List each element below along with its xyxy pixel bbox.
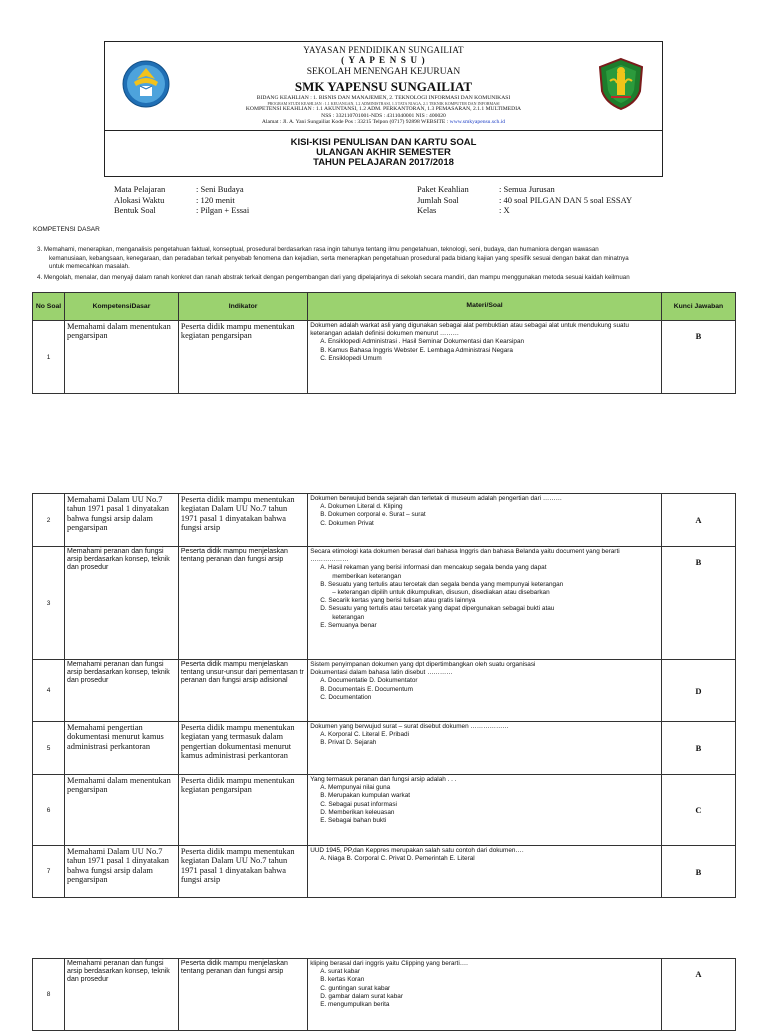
option: E. Semuanya benar	[320, 621, 377, 629]
option: A. surat kabar	[320, 968, 360, 976]
meta-label: Paket Keahlian	[417, 184, 469, 194]
option: C. guntingan surat kabar	[320, 984, 391, 992]
option: B. Kamus Bahasa Inggris Webster E. Lembaga Administrasi Negara	[320, 346, 513, 354]
kisi-table-2	[32, 493, 736, 898]
row-materi	[308, 722, 662, 775]
meta-label: Alokasi Waktu	[114, 194, 165, 205]
option: B. Privat D. Sejarah	[320, 739, 377, 747]
meta-row	[114, 184, 249, 195]
kompetensi-item-4: 4. Mengolah, menalar, dan menyaji dalam ranah konkret dan ranah abstrak terkait dengan pengembangan dari yang dipelajarinya di sekolah secara mandiri, dan mampu menggunakan metoda sesuai kaidah keilmuan	[37, 274, 630, 281]
row-materi	[308, 660, 662, 722]
foundation-name: YAYASAN PENDIDIKAN SUNGAILIAT	[303, 45, 464, 55]
option: D. gambar dalam surat kabar	[320, 992, 403, 1000]
row-no: 4	[33, 660, 65, 722]
header-indikator: Indikator	[178, 293, 307, 321]
option: B. Dokumen corporal e. Surat – surat	[320, 511, 426, 519]
row-no: 5	[33, 722, 65, 775]
table-row	[33, 547, 736, 660]
question-text: UUD 1945, PP,dan Keppres merupakan salah satu contoh dari dokumen….	[310, 847, 524, 854]
option: keterangan	[332, 613, 365, 621]
school-type: SEKOLAH MENENGAH KEJURUAN	[306, 67, 461, 77]
row-materi	[308, 321, 662, 394]
option: A. Dokumen Literal d. Kliping	[320, 503, 403, 511]
meta-label: Bentuk Soal	[114, 205, 156, 215]
table-header-row	[33, 293, 736, 321]
row-no: 3	[33, 547, 65, 660]
option: C. Sebagai pusat informasi	[320, 800, 397, 808]
kompetensi-line: 3. Memahami, menerapkan, menganalisis pengetahuan faktual, konseptual, prosedural berdasarkan rasa ingin tahunya tentang ilmu pengetahuan, teknologi, seni, budaya, dan humaniora dengan wawasan	[37, 246, 599, 253]
row-indikator: Peserta didik mampu menentukan kegiatan pengarsipan	[178, 321, 307, 394]
meta-row	[114, 205, 249, 216]
competencies-line: KOMPETENSI KEAHLIAN : 1.1 AKUNTANSI, 1.2 ADM. PERKANTORAN, 1.3 PEMASARAN, 2.1.1 MULTIMEDIA	[245, 106, 522, 113]
meta-row	[417, 195, 632, 206]
nss-line: NSS : 332110701001-NDS : 4311040001 NIS : 400020	[321, 112, 446, 119]
doc-title-3: TAHUN PELAJARAN 2017/2018	[313, 157, 454, 168]
meta-value: : 120 menit	[196, 194, 235, 205]
option: A. Mempunyai nilai guna	[320, 784, 391, 792]
row-indikator: Peserta didik mampu menentukan kegiatan Dalam UU No.7 tahun 1971 pasal 1 dinyatakan bahwa fungsi arsip	[178, 494, 307, 547]
address-line	[105, 120, 662, 126]
row-indikator: Peserta didik mampu menjelaskan tentang peranan dan fungsi arsip	[178, 547, 307, 660]
row-indikator: Peserta didik mampu menjelaskan tentang unsur-unsur dari pementasan tr peranan dan fungsi arsip adisional	[178, 660, 307, 722]
meta-value: : Seni Budaya	[196, 184, 244, 194]
row-kunci: B	[661, 846, 735, 898]
row-no: 8	[33, 959, 65, 1031]
kisi-table-3	[32, 958, 736, 1031]
header-materi: Materi/Soal	[308, 293, 662, 321]
table-row	[33, 722, 736, 775]
row-indikator: Peserta didik mampu menentukan kegiatan Dalam UU No.7 tahun 1971 pasal 1 dinyatakan bahwa fungsi arsip	[178, 846, 307, 898]
kompetensi-item-3	[37, 246, 757, 272]
row-kd: Memahami dalam menentukan pengarsipan	[65, 775, 179, 846]
fields-line: BIDANG KEAHLIAN : 1. BISNIS DAN MANAJEMEN, 2. TEKNOLOGI INFORMASI DAN KOMUNIKASI	[256, 94, 511, 101]
meta-value: : 40 soal PILGAN DAN 5 soal ESSAY	[499, 194, 633, 205]
meta-row	[417, 184, 632, 195]
tut-wuri-handayani-logo	[122, 60, 170, 108]
option: E. Sebagai bahan bukti	[320, 817, 387, 825]
kompetensi-line: kemanusiaan, kebangsaan, kenegaraan, dan peradaban terkait penyebab fenomena dan kejadian, serta menerapkan pengetahuan prosedural pada bidang kajian yang spesifik sesuai dengan bakat dan minatnya	[49, 254, 629, 262]
question-text: Dokumen berwujud benda sejarah dan terletak di museum adalah pengertian dari ………	[310, 495, 563, 502]
letterhead-box	[104, 41, 663, 177]
meta-right	[417, 184, 632, 216]
kompetensi-line: untuk memecahkan masalah.	[49, 263, 130, 271]
foundation-acronym: ( Y A P E N S U )	[341, 55, 426, 65]
option: E. mengumpulkan berita	[320, 1001, 390, 1009]
option: – keterangan dipilih untuk dikumpulkan, disusun, disediakan atau disebarkan	[332, 589, 550, 597]
row-materi	[308, 846, 662, 898]
letterhead-divider	[105, 130, 662, 131]
meta-value: : Semua Jurusan	[499, 184, 555, 194]
row-kd: Memahami peranan dan fungsi arsip berdasarkan konsep, teknik dan prosedur	[65, 660, 179, 722]
option: B. kertas Koran	[320, 976, 365, 984]
option: D. Memberikan keleuasan	[320, 808, 395, 816]
row-materi	[308, 494, 662, 547]
option: A. Korporal C. Literal E. Pribadi	[320, 731, 410, 739]
row-kunci: A	[661, 959, 735, 1031]
school-crest-logo	[596, 57, 646, 111]
address-text: Alamat : Jl. A. Yani Sungailiat Kode Pos : 33215 Telpon (0717) 92898 WEBSITE :	[261, 119, 450, 126]
row-kd: Memahami peranan dan fungsi arsip berdasarkan konsep, teknik dan prosedur	[65, 547, 179, 660]
question-text: Sistem penyimpanan dokumen yang dpt dipertimbangkan oleh suatu organisasi	[310, 661, 536, 668]
row-no: 7	[33, 846, 65, 898]
row-materi	[308, 775, 662, 846]
row-kunci: B	[661, 547, 735, 660]
row-no: 1	[33, 321, 65, 394]
doc-title-1: KISI-KISI PENULISAN DAN KARTU SOAL	[290, 137, 477, 148]
row-no: 6	[33, 775, 65, 846]
row-kd: Memahami Dalam UU No.7 tahun 1971 pasal 1 dinyatakan bahwa fungsi arsip dalam pengarsipan	[65, 846, 179, 898]
option: C. Ensiklopedi Umum	[320, 354, 382, 362]
meta-left	[114, 184, 249, 216]
row-kd: Memahami Dalam UU No.7 tahun 1971 pasal 1 dinyatakan bahwa fungsi arsip dalam pengarsipan	[65, 494, 179, 547]
header-kunci: Kunci Jawaban	[661, 293, 735, 321]
option: B. Merupakan kumpulan warkat	[320, 792, 411, 800]
doc-title-2: ULANGAN AKHIR SEMESTER	[316, 147, 451, 158]
meta-label: Jumlah Soal	[417, 194, 459, 205]
header-no: No Soal	[33, 293, 65, 321]
kisi-table-1	[32, 292, 736, 394]
meta-label: Kelas	[417, 205, 437, 215]
row-kunci: A	[661, 494, 735, 547]
row-kd: Memahami peranan dan fungsi arsip berdasarkan konsep, teknik dan prosedur	[65, 959, 179, 1031]
school-name: SMK YAPENSU SUNGAILIAT	[294, 78, 473, 94]
option: A. Niaga B. Corporal C. Privat D. Pemerintah E. Literal	[320, 855, 475, 863]
meta-row	[417, 205, 632, 216]
table-row	[33, 321, 736, 394]
programs-line: PROGRAM STUDI KEAHLIAN : 1.1 KEUANGAN, 1.2 ADMINISTRASI, 1.3 TATA NIAGA, 2.1 TEKNIK KOMPUTER DAN INFORMASI	[267, 101, 500, 107]
question-text: Dokumen adalah warkat asli yang digunakan sebagai alat pembuktian atau sebagai alat untuk mendukung suatu keterangan adalah definisi dokumen menurut ………	[310, 322, 629, 338]
row-materi	[308, 959, 662, 1031]
option: C. Secarik kertas yang berisi tulisan atau gratis lainnya	[320, 597, 476, 605]
kompetensi-title: KOMPETENSI DASAR	[33, 226, 100, 233]
question-text-2: Dokumentasi dalam bahasa latin disebut …………	[310, 669, 453, 677]
table-row	[33, 846, 736, 898]
question-text: kliping berasal dari inggris yaitu Clipping yang berarti….	[310, 960, 468, 967]
document-title	[105, 138, 662, 168]
meta-value: : X	[499, 205, 510, 215]
meta-label: Mata Pelajaran	[114, 184, 166, 194]
option: A. Hasil rekaman yang berisi informasi dan mencakup segala benda yang dapat	[320, 564, 547, 572]
question-text: Dokumen yang berwujud surat – surat disebut dokumen ………………	[310, 723, 509, 730]
meta-row	[114, 195, 249, 206]
option: A. Documentatie D. Dokumentator	[320, 677, 418, 685]
row-kd: Memahami dalam menentukan pengarsipan	[65, 321, 179, 394]
row-materi	[308, 547, 662, 660]
option: D. Sesuatu yang tertulis atau tercetak yang dapat dipergunakan sebagai bukti atau	[320, 605, 555, 613]
table-row	[33, 660, 736, 722]
table-row	[33, 959, 736, 1031]
row-kunci: D	[661, 660, 735, 722]
meta-value: : Pilgan + Essai	[196, 205, 250, 215]
row-kunci: B	[661, 321, 735, 394]
row-kunci: B	[661, 722, 735, 775]
table-row	[33, 494, 736, 547]
option: C. Documentation	[320, 693, 372, 701]
letterhead-text	[105, 42, 662, 130]
header-kd: KompetensiDasar	[65, 293, 179, 321]
option: B. Sesuatu yang tertulis atau tercetak dan segala benda yang mempunyai keterangan	[320, 580, 564, 588]
row-indikator: Peserta didik mampu menentukan kegiatan yang termasuk dalam pengertian dokumentasi menurut kamus administrasi perkantoran	[178, 722, 307, 775]
option: memberikan keterangan	[332, 572, 402, 580]
row-kunci: C	[661, 775, 735, 846]
table-row	[33, 775, 736, 846]
row-kd: Memahami pengertian dokumentasi menurut kamus administrasi perkantoran	[65, 722, 179, 775]
row-no: 2	[33, 494, 65, 547]
website-link[interactable]: www.smkyapensu.sch.id	[449, 119, 506, 126]
option: C. Dokumen Privat	[320, 519, 374, 527]
option: B. Documentais E. Documentum	[320, 685, 413, 693]
question-text: Yang termasuk peranan dan fungsi arsip adalah . . .	[310, 776, 457, 783]
row-indikator: Peserta didik mampu menjelaskan tentang peranan dan fungsi arsip	[178, 959, 307, 1031]
row-indikator: Peserta didik mampu menentukan kegiatan pengarsipan	[178, 775, 307, 846]
option: A. Ensiklopedi Administrasi . Hasil Seminar Dokumentasi dan Kearsipan	[320, 338, 525, 346]
question-text: Secara etimologi kata dokumen berasal dari bahasa Inggris dan bahasa Belanda yaitu document yang berarti ………………	[310, 548, 620, 564]
